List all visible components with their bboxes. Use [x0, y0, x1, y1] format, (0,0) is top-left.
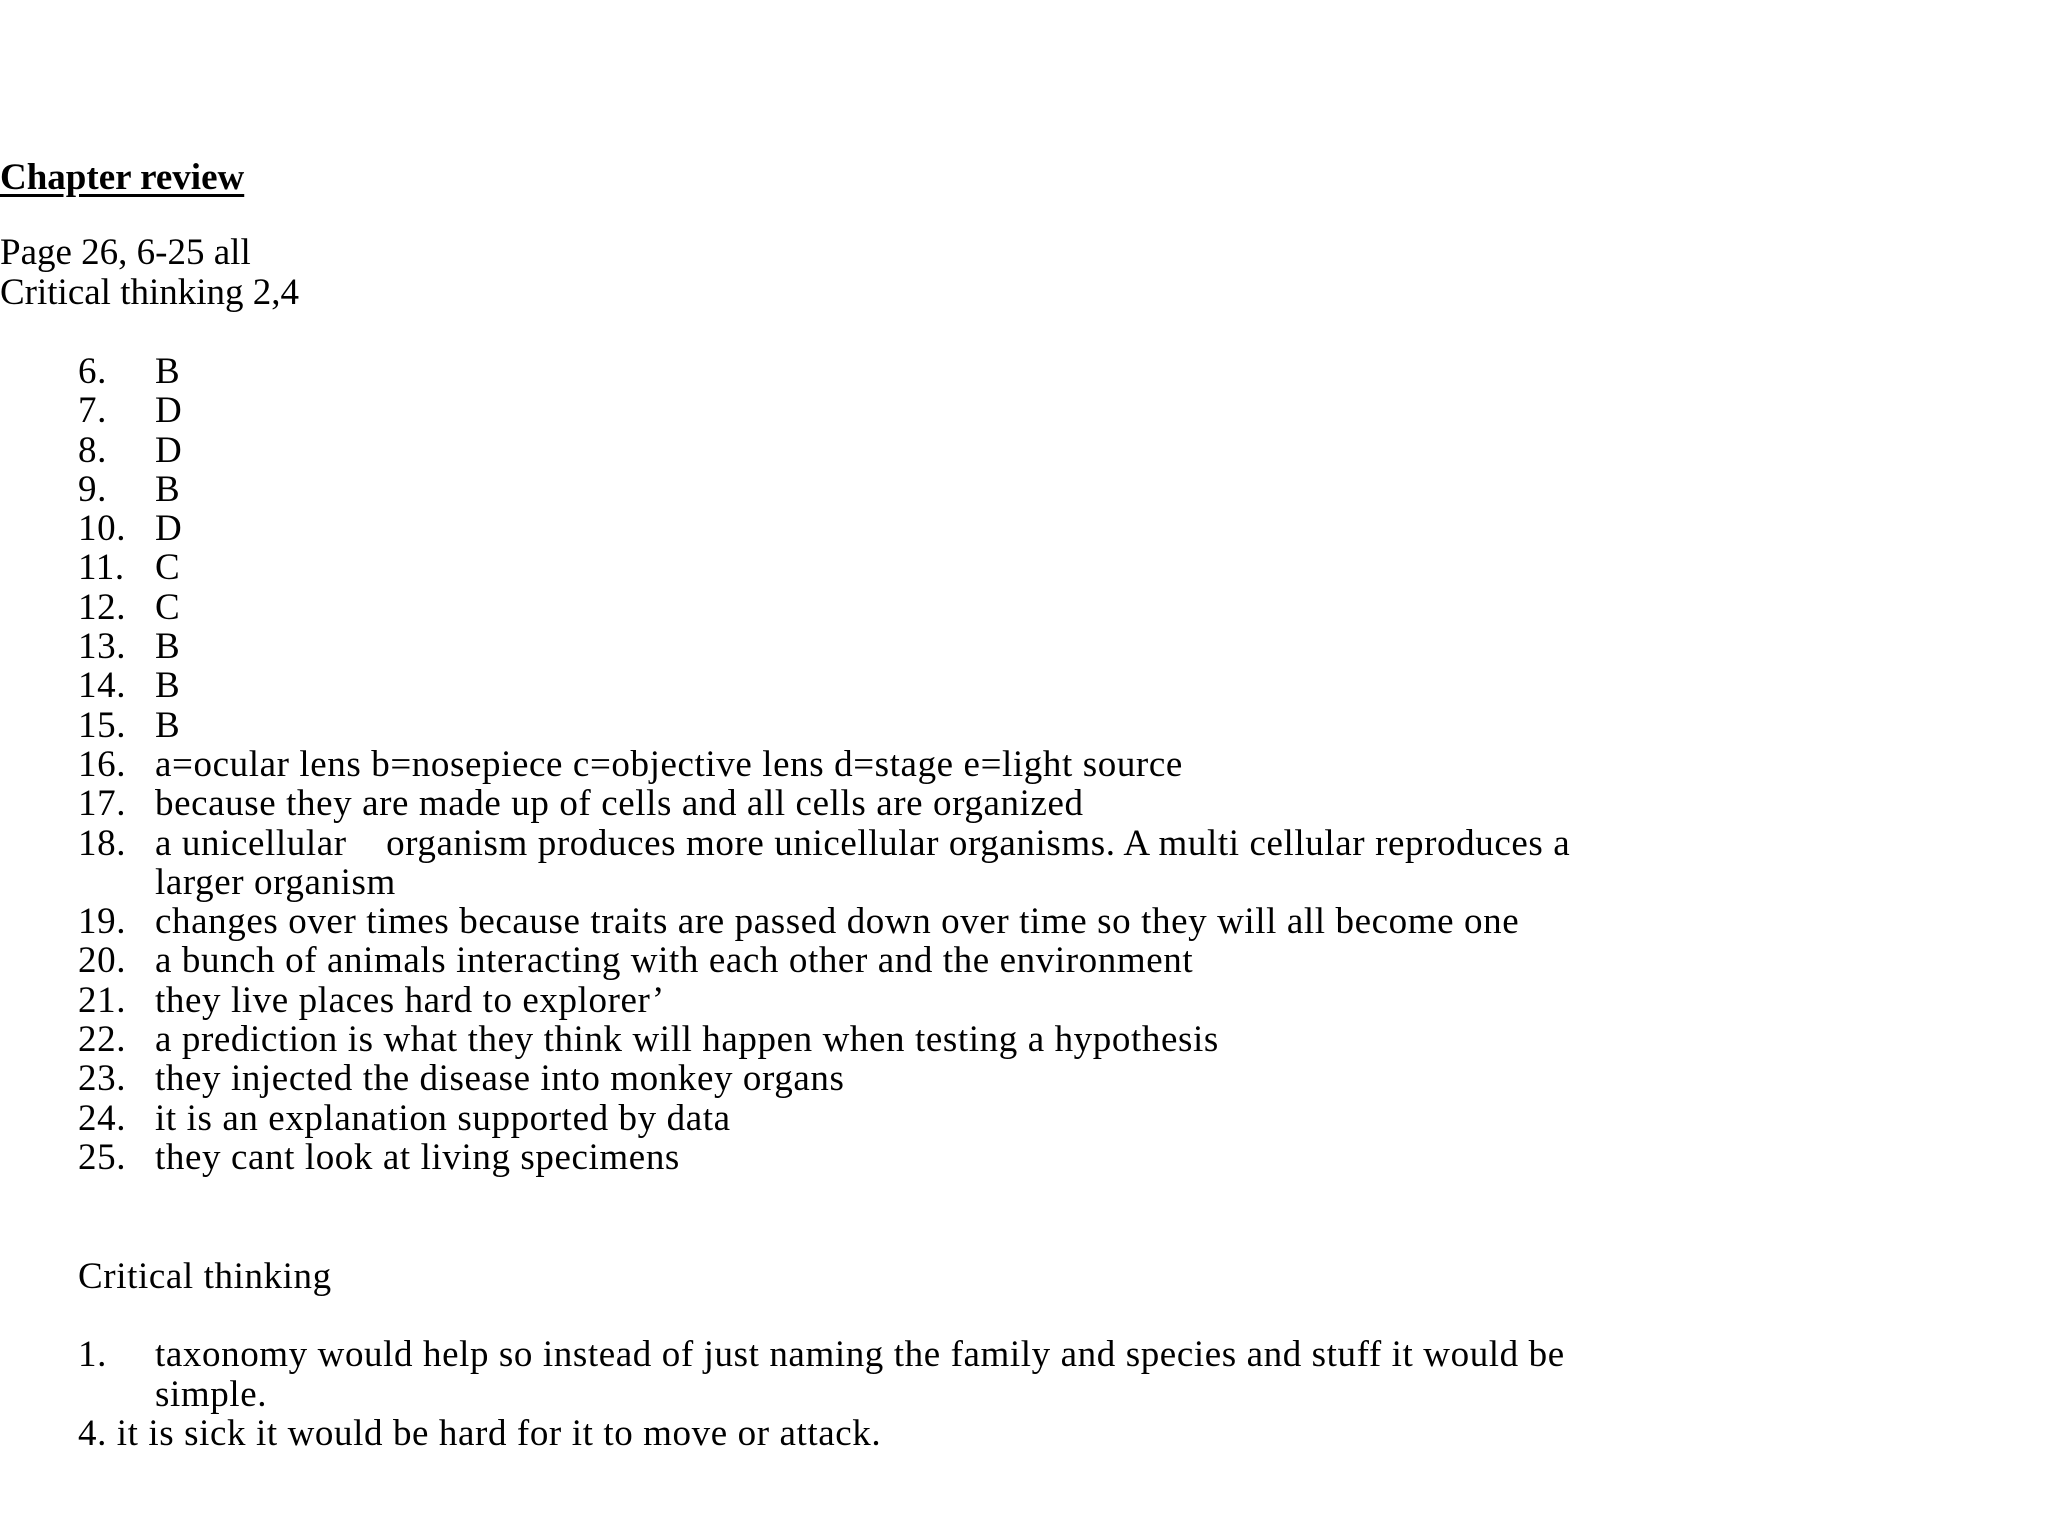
answer-number: 12.: [78, 586, 127, 628]
critical-item-inline: 4. it is sick it would be hard for it to move or attack.: [78, 1413, 882, 1454]
answer-item: [78, 627, 2048, 666]
critical-thinking-list: [78, 1335, 2048, 1454]
answer-number: 15.: [78, 704, 127, 746]
answer-text: a bunch of animals interacting with each other and the environment: [155, 940, 1194, 982]
answer-text: B: [155, 665, 181, 707]
answer-number: 22.: [78, 1019, 127, 1061]
answer-item: [78, 902, 2048, 941]
answer-item: [78, 745, 2048, 784]
answer-number: 13.: [78, 626, 127, 668]
answer-text: B: [155, 704, 181, 746]
answer-list: [78, 352, 2048, 1177]
answer-number: 17.: [78, 783, 127, 825]
answer-number: 18.: [78, 822, 127, 864]
answer-text: they injected the disease into monkey organs: [155, 1058, 845, 1100]
answer-number: [78, 863, 155, 902]
answer-item: [78, 391, 2048, 430]
answer-item: [78, 470, 2048, 509]
answer-number: 19.: [78, 901, 127, 943]
answer-item: [78, 981, 2048, 1020]
answer-item: [78, 1138, 2048, 1177]
critical-number: [78, 1375, 155, 1415]
critical-item-continuation: [78, 1375, 2048, 1415]
answer-text: B: [155, 468, 181, 510]
answer-number: 20.: [78, 940, 127, 982]
answer-number: 23.: [78, 1058, 127, 1100]
answer-number: 7.: [78, 390, 107, 432]
answer-text: they cant look at living specimens: [155, 1136, 680, 1178]
answer-text: D: [155, 390, 183, 432]
assignment-line-pages: Page 26, 6-25 all: [0, 232, 251, 273]
answer-number: 10.: [78, 508, 127, 550]
answer-text: larger organism: [155, 861, 396, 903]
answer-item: [78, 548, 2048, 587]
answer-item: [78, 1059, 2048, 1098]
critical-text: taxonomy would help so instead of just naming the family and species and stuff it would be: [155, 1334, 1565, 1375]
critical-text: simple.: [155, 1373, 268, 1415]
answer-text: B: [155, 626, 181, 668]
answer-text: a unicellular organism produces more unicellular organisms. A multi cellular reproduces a: [155, 822, 1571, 864]
answer-number: 6.: [78, 351, 107, 392]
answer-text: C: [155, 547, 181, 589]
answer-item: [78, 666, 2048, 705]
answer-item: [78, 1099, 2048, 1138]
answer-number: 14.: [78, 665, 127, 707]
critical-number: 1.: [78, 1334, 107, 1375]
answer-number: 25.: [78, 1136, 127, 1178]
answer-number: 11.: [78, 547, 125, 589]
answer-text: C: [155, 586, 181, 628]
assignment-block: [0, 233, 299, 312]
answer-item: [78, 784, 2048, 823]
answer-number: 8.: [78, 429, 107, 471]
answer-item: [78, 431, 2048, 470]
answer-item: [78, 509, 2048, 548]
critical-thinking-heading: Critical thinking: [78, 1256, 332, 1297]
answer-text: changes over times because traits are passed down over time so they will all become one: [155, 901, 1520, 943]
assignment-line-critical: Critical thinking 2,4: [0, 271, 300, 313]
chapter-review-heading: Chapter review: [0, 157, 245, 198]
answer-text: D: [155, 429, 183, 471]
answer-text: a prediction is what they think will happen when testing a hypothesis: [155, 1019, 1219, 1061]
answer-text: a=ocular lens b=nosepiece c=objective lens d=stage e=light source: [155, 743, 1183, 785]
answer-item: [78, 352, 2048, 391]
answer-number: 9.: [78, 468, 107, 510]
answer-item: [78, 941, 2048, 980]
answer-item-continuation: [78, 863, 2048, 902]
answer-number: 24.: [78, 1097, 127, 1139]
critical-item: [78, 1335, 2048, 1375]
answer-text: D: [155, 508, 183, 550]
answer-number: 16.: [78, 743, 127, 785]
answer-item: [78, 824, 2048, 863]
answer-text: it is an explanation supported by data: [155, 1097, 731, 1139]
answer-text: they live places hard to explorer’: [155, 979, 665, 1021]
answer-text: B: [155, 351, 181, 392]
answer-item: [78, 1020, 2048, 1059]
answer-number: 21.: [78, 979, 127, 1021]
answer-item: [78, 706, 2048, 745]
answer-text: because they are made up of cells and all cells are organized: [155, 783, 1084, 825]
answer-item: [78, 588, 2048, 627]
